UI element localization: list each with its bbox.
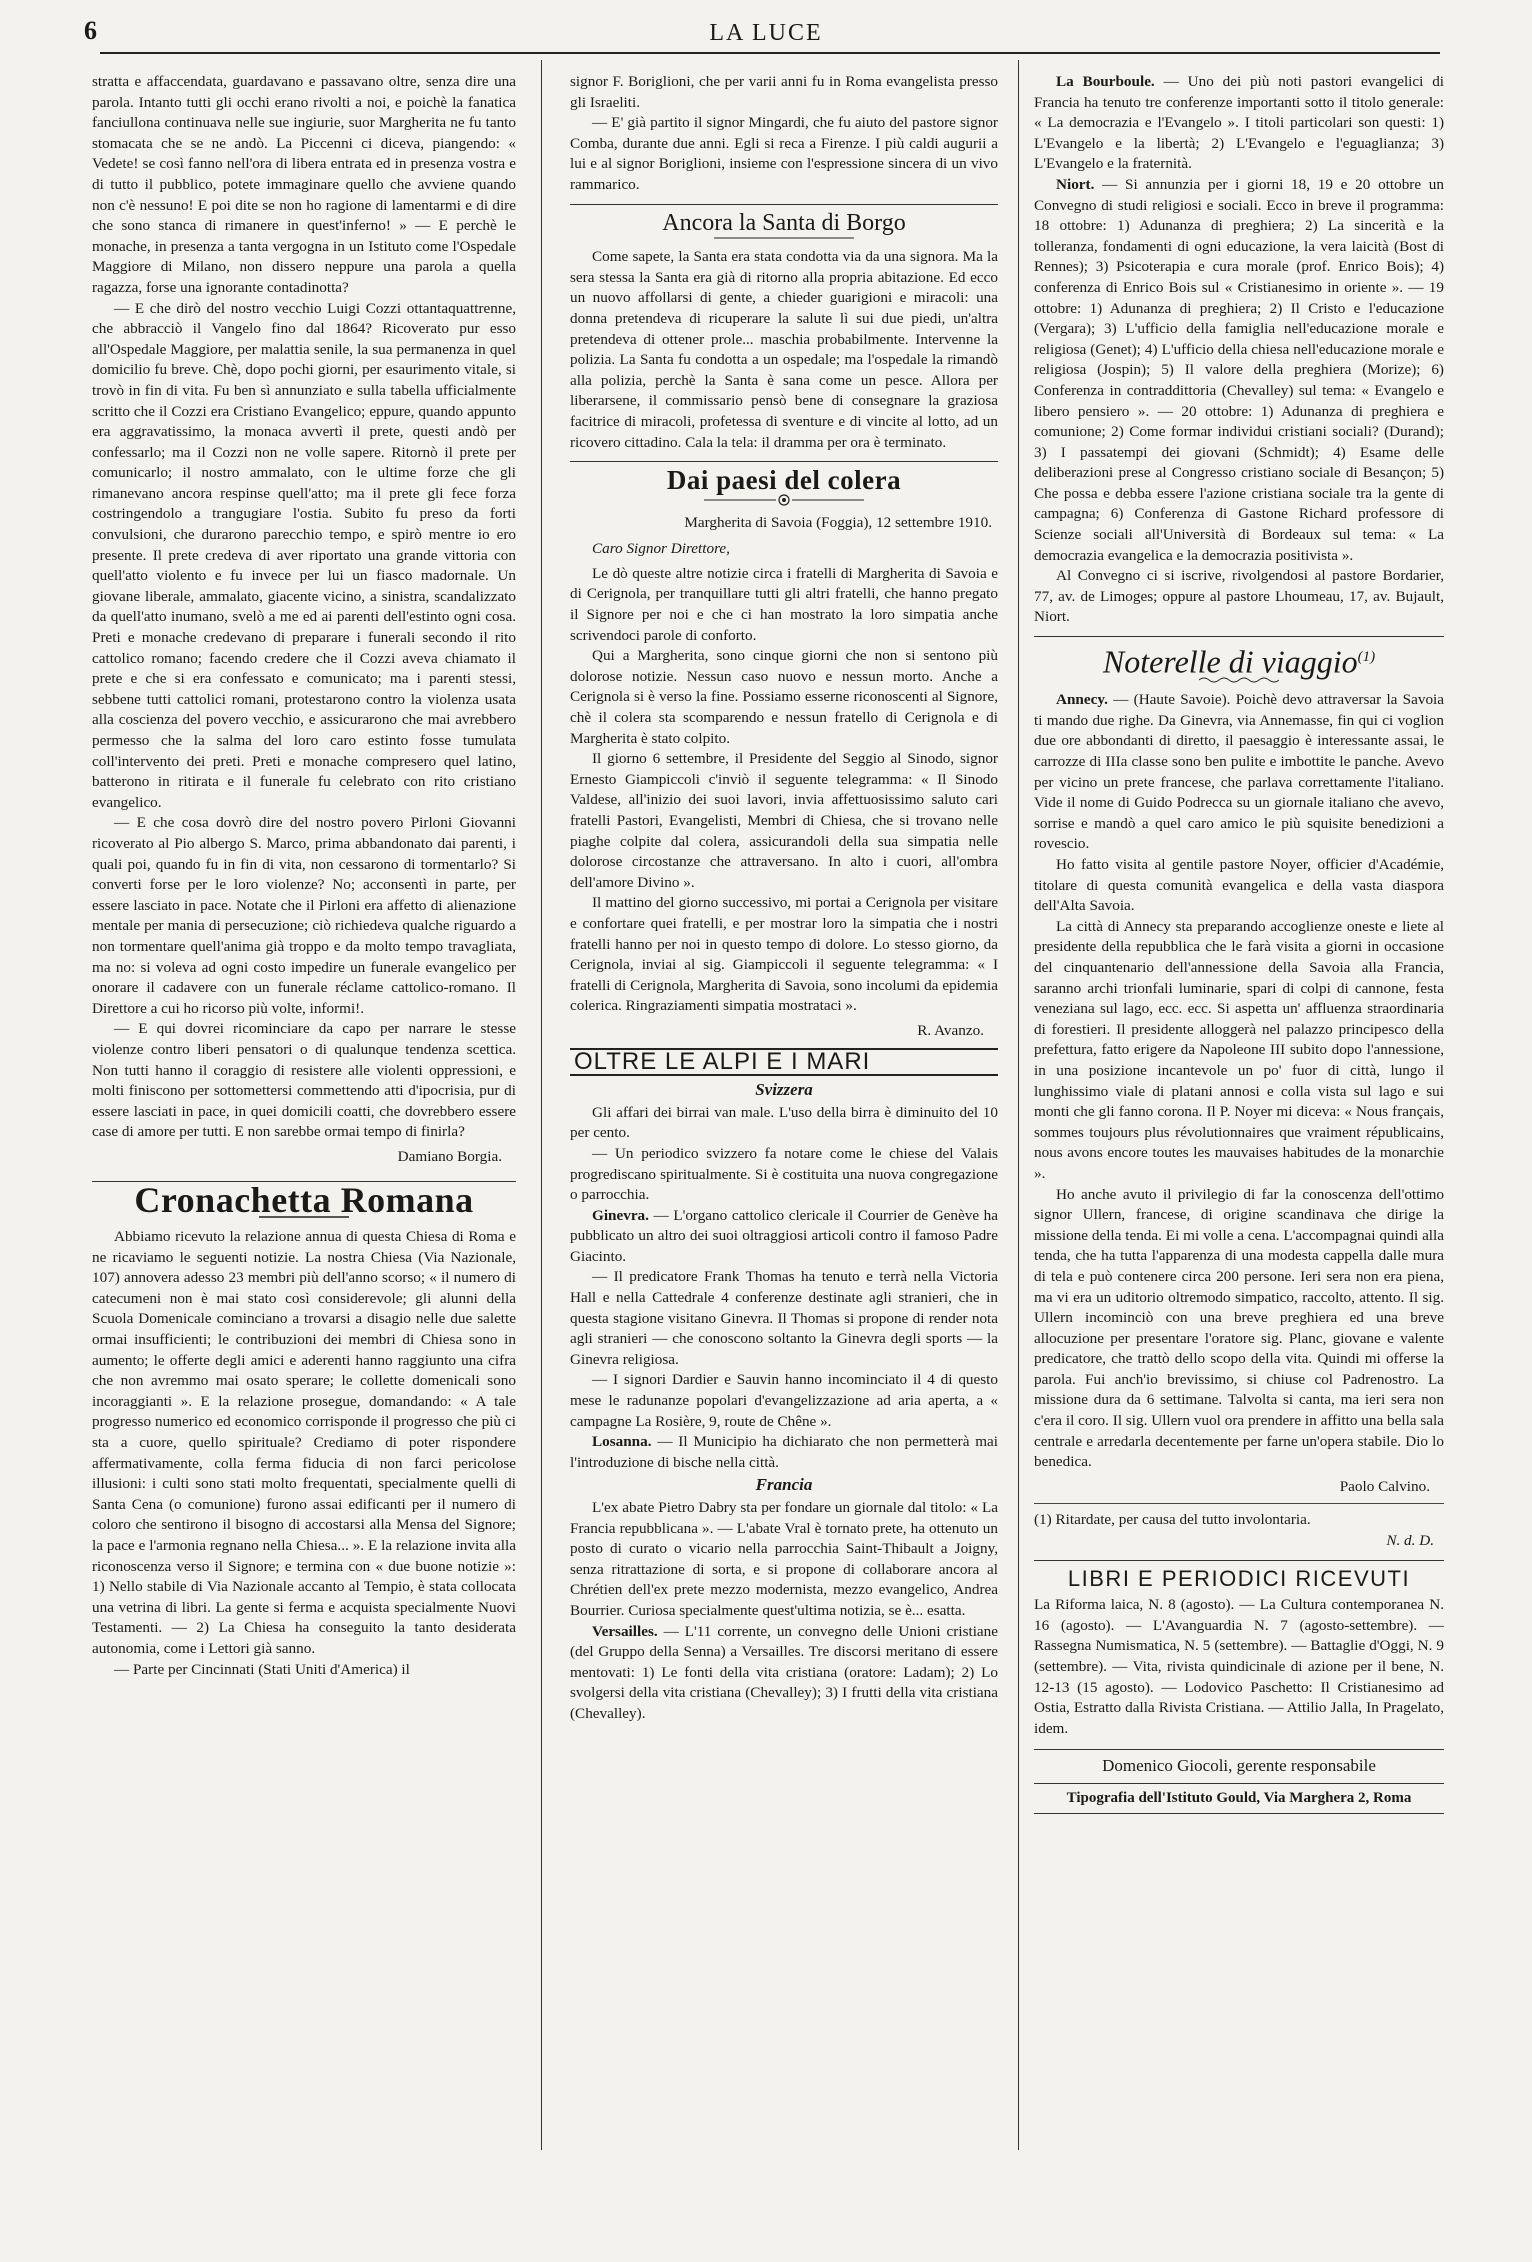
- place-label: Niort.: [1056, 175, 1095, 193]
- place-label: La Bourboule.: [1056, 73, 1155, 90]
- footnote-mark: (1): [1357, 649, 1376, 666]
- article-text: — L'11 corrente, un convegno delle Unioni cristiane (del Gruppo della Senna) a Versailles. Tre discorsi meritano di essere mentovati: 1) Le fonti della vita cristiana (oratore: Ladam); 2) Lo svolgersi della vita cristiana (Chevalley); 3) I frutti della vita cristiana (Chevalley).: [570, 1622, 999, 1722]
- section-title-colera: Dai paesi del colera: [666, 465, 902, 496]
- article-paragraph: Il giorno 6 settembre, il Presidente del Seggio al Sinodo, signor Ernesto Giampiccoli c'inviò il seguente telegramma: « Il Sinodo Valdese, all'inizio dei suoi lavori, invia affettuosissimo saluto cari fratelli Pastori, Evangelisti, Membri di Chiesa, che si trovano nelle piaghe colpite dal colera, assicurandoli della sua simpatia nelle dolorose circostanze che attraversano. In alto i cuori, all'ombra dell'amore Divino ».: [570, 750, 998, 891]
- article-paragraph: Come sapete, la Santa era stata condotta via da una signora. Ma la sera stessa la Santa era già di ritorno alla propria abitazione. Ed ecco un nuovo affollarsi di gente, a chieder guarigioni e miracoli: una donna pretendeva di ricuperare la salute lì sui due piedi, un'altra pretendeva di ottener prole... maschia probabilmente. Intervenne la polizia. La Santa fu condotta a un ospedale; ma l'ospedale la rimandò alla polizia, perchè la Santa è sana come un pesce. Allora per liberarsene, il commissario pensò bene di consegnare la graziosa facitrice di miracoli, profetessa di sventure e di vincite al lotto, ad un ricovero cittadino. Cala la tela: il dramma per ora è terminato.: [570, 248, 998, 451]
- page-number: 6: [84, 16, 97, 45]
- printer-line: Tipografia dell'Istituto Gould, Via Marghera 2, Roma: [1034, 1783, 1444, 1814]
- masthead-title: LA LUCE: [709, 20, 823, 46]
- section-divider: [570, 204, 998, 205]
- article-paragraph: — E che dirò del nostro vecchio Luigi Cozzi ottantaquattrenne, che abbracciò il Vangelo fino dal 1864? Ricoverato pur esso all'Ospedale Maggiore, per malattia senile, la sua permanenza in quel domicilio fu breve. Chè, dopo pochi giorni, per esaurimento vitale, si trovò in fin di vita. Fu ben sì annunziato e sulla tabella ufficialmente scritto che il Cozzi era Cristiano Evangelico; eppure, quando appunto era aggravatissimo, la monaca avvertì il prete, questi andò per confessarlo; ma il Cozzi non ne volle sapere. Ritornò il prete per comunicarlo; il nostro ammalato, con le ultime forze che gli rimanevano ancora respinse quell'atto; ma il prete gli fece forza costringendolo a trangugiare l'ostia. Subito fu preso da forti convulsioni, che durarono parecchio tempo, e spirò mentre io ero presente. Il prete credeva di aver riportato una grande vittoria con quell'atto violento e fu invece per lui un fiasco madornale. Un giovane liberale, ammalato, giacente vicino, a sinistra, scandalizzato da quell'atto inumano, svelò a me ed ai parenti dell'estinto ogni cosa. Preti e monache credevano di preparare i funerali secondo il rito cattolico romano; facendo credere che il Cozzi aveva chiamato il prete e che si era confessato e comunicato; ma i parenti stessi, sebbene tutti cattolici romani, protestarono contro la violenza usata alla coscienza del povero vecchio, e assicurarono che mai avrebbero permesso che la salma del loro caro estinto fosse tumulata coll'intervento dei preti. Preti e monache compresero quel latino, batterono in ritirata e il funerale fu celebrato con rito cristiano evangelico.: [92, 299, 516, 811]
- article-paragraph: La città di Annecy sta preparando accoglienze oneste e liete al presidente della repubblica che le farà visita a giorni in occasione del cinquantenario dell'annessione della Savoia alla Francia, saranno archi trionfali luminarie, spari di colpi di cannone, festa veneziana sul lago, ecc. ecc. Si aspetta un' affluenza straordinaria di forestieri. Il presidente alloggerà nel palazzo principesco della prefettura, fatto erigere da Napoleone III subito dopo l'annessione, in una posizione incantevole un po' fuor di città, lungo il lunghissimo viale di platani annosi e colla vista sul lago e sui monti che gli fanno corona. Il P. Noyer mi diceva: « Nous français, sommes toujours plus révolutionnaires que vraiment républicains, nous avons encore toutes les mauvaises habitudes de la monarchie ».: [1034, 917, 1444, 1182]
- section-title-noterelle: [1034, 643, 1444, 680]
- article-text: — (Haute Savoie). Poichè devo attraversar la Savoia ti mando due righe. Da Ginevra, via Annemasse, fin qui ci voglion due ore abbondanti di diretto, il paesaggio è interessante assai, le carrozze di IIIa classe sono ben pulite e imbottite le panche. Avevo per vicino un prete francese, che parlava correttamente l'italiano. Vide il nome di Guido Podrecca su un giornale italiano che avevo, sorrise e mandò a quel caro amico le più squisite benedizioni a rovescio.: [1034, 691, 1445, 853]
- article-paragraph: Il mattino del giorno successivo, mi portai a Cerignola per visitare e confortare quei fratelli, e per mostrar loro la simpatia che i nostri fratelli hanno per noi in questo tempo di dolore. Lo stesso giorno, da Cerignola, inviai al sig. Giampiccoli il seguente telegramma: « I fratelli di Cerignola, Margherita di Savoia, sono incolumi da epidemia colerica. Ringraziamenti simpatia mostrataci ».: [570, 894, 998, 1015]
- article-paragraph: [1034, 690, 1444, 855]
- article-paragraph: — I signori Dardier e Sauvin hanno incominciato il 4 di questo mese le radunanze popolari d'evangelizzazione ad aria aperta, a « campagne La Rosière, 9, route de Chêne ».: [570, 1371, 998, 1430]
- article-paragraph: [1034, 175, 1444, 566]
- column-3: [1034, 72, 1444, 1814]
- dateline: Margherita di Savoia (Foggia), 12 settembre 1910.: [684, 513, 992, 531]
- editor-note: N. d. D.: [1386, 1532, 1434, 1550]
- section-divider: [1034, 636, 1444, 637]
- article-paragraph: La Riforma laica, N. 8 (agosto). — La Cultura contemporanea N. 16 (agosto). — L'Avanguardia N. 7 (agosto-settembre). — Rassegna Numismatica, N. 5 (settembre). — Battaglie d'Oggi, N. 9 (settembre). — Vita, rivista quindicinale di azione per il bene, N. 12-13 (15 agosto). — Lodovico Paschetto: Il Cristianesimo ad Ostia, Estratto dalla Rivista Cristiana. — Attilio Jalla, In Pragelato, idem.: [1034, 1596, 1444, 1737]
- article-paragraph: [570, 1622, 998, 1725]
- article-paragraph: L'ex abate Pietro Dabry sta per fondare un giornale dal titolo: « La Francia repubblicana ». — L'abate Vral è tornato prete, ha ottenuto un posto di curato o vicario nella parrocchia Saint-Thibault a Joigny, senza ritrattazione di sorta, e si propone di collaborare ancora al Chrétien dell'ex prete mezzo modernista, mezzo evangelico, Andrea Bourrier. Curiosa specialmente quest'ultima notizia, se è... esatta.: [570, 1499, 998, 1619]
- article-paragraph: — E qui dovrei ricominciare da capo per narrare le stesse violenze contro liberi pensatori o di qualunque tendenza scettica. Non tutti hanno il coraggio di resistere alle violenti oppressioni, e molti finiscono per sottomettersi commettendo atti d'ipocrisia, pur di essere lasciati in pace, in quei domicili coatti, che dovrebbero essere case di amore per tutti. E non sarebbe ormai tempo di finirla?: [92, 1020, 516, 1141]
- section-divider: [1034, 1560, 1444, 1561]
- section-title-oltre: OLTRE LE ALPI E I MARI: [570, 1048, 998, 1077]
- author-signature: Paolo Calvino.: [1339, 1477, 1430, 1495]
- article-paragraph: Le dò queste altre notizie circa i fratelli di Margherita di Savoia e di Cerignola, per tranquillare tutti gli altri fratelli, che hanno pregato il Signore per noi e che ci han mostrato la loro simpatia anche scrivendoci parole di conforto.: [570, 564, 998, 644]
- place-label: Annecy.: [1056, 691, 1108, 709]
- article-paragraph: Ho anche avuto il privilegio di far la conoscenza dell'ottimo signor Ullern, francese, di origine scandinava che dirige la missione della tenda. Ei mi volle a cena. L'accompagnai quindi alla tenda, che ha tutta l'apparenza di una modesta cappella dalle mura di tela e può contenere circa 200 persone. Ieri sera non era piena, ma vi era un uditorio oltremodo simpatico, raccolto, attento. Il sig. Ullern incominciò con una breve preghiera ed una breve allocuzione per presentare l'oratore sig. Planc, giovane e valente predicatore, che trattò dello scopo della vita. Quindi mi offerse la parola. Fui anch'io brevissimo, si chiuse col Padrenostro. La missione dura da 6 settimane. Talvolta si canta, ma ieri sera non c'era il coro. Il sig. Ullern vuol ora prendere in affitto una bella sala centrale e arredarla decentemente per farne un'opera stabile. Dio lo benedica.: [1034, 1185, 1444, 1471]
- article-paragraph: Gli affari dei birrai van male. L'uso della birra è diminuito del 10 per cento.: [570, 1103, 998, 1142]
- article-paragraph: signor F. Boriglioni, che per varii anni fu in Roma evangelista presso gli Israeliti.: [570, 73, 998, 111]
- article-text: — Si annunzia per i giorni 18, 19 e 20 ottobre un Convegno di studi religiosi e sociali. Ecco in breve il programma: 18 ottobre: 1) Adunanza di preghiera; 2) La sincerità e la tolleranza, fondamenti di ogni educazione, la vera laicità (Bost di Rennes); 3) Psicoterapia e cura morale (prof. Enrico Bois); 4) conferenza di Enrico Bois sul « Cristianesimo in oriente ». — 19 ottobre: 1) Adunanza di preghiera; 2) Il Cristo e l'educazione (Vergara); 3) L'ufficio della famiglia nell'educazione morale e religiosa (Genet); 4) L'ufficio della chiesa nell'educazione morale e religiosa (Jospin); 5) Il valore della preghiera (Morize); 6) Conferenza in contraddittoria (Chevalley) sul tema: « Evangelo e libero pensiero ». — 20 ottobre: 1) Adunanza di preghiera e comunione; 2) Come formar individui cristiani sociali? (Durand); 3) I passatempi dei giovani (Schmidt); 4) Esame delle deliberazioni prese al Congresso cristiano sociale di Besançon; 5) Che possa e debba essere l'azione cristiana sociale tra la gente di campagna; 6) Conferenza di Gastone Richard professore di Scienze sociali all'Università di Bordeaux sul tema: « La democrazia evangelica e la democrazia positivista ».: [1034, 175, 1444, 564]
- column-1: [92, 72, 516, 1680]
- column-divider: [1018, 60, 1019, 2150]
- section-divider: [570, 461, 998, 462]
- section-title-libri: LIBRI E PERIODICI RICEVUTI: [1067, 1565, 1411, 1591]
- place-label: Losanna.: [592, 1433, 652, 1451]
- header-rule: [100, 52, 1440, 54]
- article-paragraph: — E' già partito il signor Mingardi, che fu aiuto del pastore signor Comba, durante due anni. Egli si reca a Firenze. I più caldi augurii a lui e al signor Boriglioni, insieme con l'espressione sincera di un vivo rammarico.: [570, 114, 998, 193]
- place-label: Versailles.: [592, 1622, 658, 1640]
- salutation: Caro Signor Direttore,: [592, 540, 730, 558]
- article-paragraph: Al Convegno ci si iscrive, rivolgendosi al pastore Bordarier, 77, av. de Limoges; oppure al pastore Lhoumeau, 17, av. Bujault, Niort.: [1034, 567, 1444, 626]
- author-signature: R. Avanzo.: [917, 1021, 984, 1039]
- column-divider: [541, 60, 542, 2150]
- article-text: — Il Municipio ha dichiarato che non permetterà mai l'introduzione di bische nella città.: [570, 1433, 999, 1471]
- place-label: Ginevra.: [592, 1206, 649, 1224]
- article-text: — L'organo cattolico clericale il Courrier de Genève ha pubblicato un altro dei suoi oltraggiosi articoli contro il famoso Padre Giacinto.: [570, 1206, 999, 1265]
- article-paragraph: [570, 1432, 998, 1473]
- ornament-rule: [714, 235, 854, 241]
- article-paragraph: [570, 1206, 998, 1268]
- subsection-svizzera: Svizzera: [755, 1080, 813, 1100]
- article-paragraph: Abbiamo ricevuto la relazione annua di questa Chiesa di Roma e ne ricaviamo le seguenti notizie. La nostra Chiesa (Via Nazionale, 107) annovera adesso 23 membri più dell'anno scorso; « il numero di catecumeni non è mai stato così considerevole; gli alunni della Scuola Domenicale cominciano a trovarsi a disagio nelle due salette ormai insufficienti; le contribuzioni dei membri di Chiesa sono in aumento; le offerte degli amici e aderenti hanno raggiunto una cifra che non avremmo mai osato sperare; le collette domenicali sono incoraggianti ». E la relazione prosegue, domandando: « A tale progresso numerico ed economico corrisponde il progresso che più ci sta a cuore, quello spirituale? Crediamo di poter rispondere affermativamente, colla ferma fiducia di non farci pericolose illusioni: i culti sono stati molto frequentati, specialmente quelli di Santa Cena (o comunione) furono assai edificanti per il numero di coloro che sentirono il bisogno di accostarsi alla Mensa del Signore; la pace e l'armonia regnano nella Chiesa... ». E la relazione invita alla riconoscenza verso il Signore; e termina con « due buone notizie »: 1) Nello stabile di Via Nazionale accanto al Tempio, è stata collocata una vetrina di libri. La gente si ferma e acquista specialmente Nuovi Testamenti. — 2) La Chiesa ha conseguito la tanto desiderata autonomia, come i Lettori già sanno.: [92, 1228, 516, 1657]
- section-title-santa: Ancora la Santa di Borgo: [662, 209, 906, 236]
- article-paragraph: [1034, 72, 1444, 175]
- article-paragraph: Qui a Margherita, sono cinque giorni che non si sentono più dolorose notizie. Nessun caso nuovo e nessun morto. Anche a Cerignola si è verso la fine. Possiamo esserne riconoscenti al Signore, chè il colera sta scomparendo e nessun fratello di Cerignola e di Margherita è stato colpito.: [570, 647, 998, 747]
- article-text: — Uno dei più noti pastori evangelici di Francia ha tenuto tre conferenze importanti sotto il titolo generale: « La democrazia e l'Evangelo ». I titoli particolari son questi: 1) L'Evangelo e la libertà; 2) L'Evangelo e l'eguaglianza; 3) L'Evangelo e la fraternità.: [1034, 73, 1445, 173]
- column-2: [570, 72, 998, 1725]
- article-paragraph: — E che cosa dovrò dire del nostro povero Pirloni Giovanni ricoverato al Pio albergo S. Marco, prima abbandonato dai parenti, i quali poi, quando fu in fin di vita, non cessarono di tormentarlo? Si converti forse per le loro violenze? No; acconsentì in parte, per essere lasciato in pace. Notate che il Pirloni era affetto di alienazione mentale per mania di persecuzione; ciò richiedeva qualche riguardo a non tormentare quell'anima già troppo e da molto tempo travagliata, ma no: si voleva ad ogni costo impedire un funerale evangelico per onorare il cadavere con un funerale réclame cattolico-romano. Il Direttore a cui ho ricorso più volte, informi!.: [92, 814, 516, 1017]
- section-title-cronachetta: Cronachetta Romana: [134, 1180, 474, 1221]
- article-paragraph: Ho fatto visita al gentile pastore Noyer, officier d'Académie, titolare di questa comunità evangelica e della vasta diaspora dell'Alta Savoia.: [1034, 856, 1444, 915]
- noterelle-title-text: Noterelle di viaggio: [1102, 643, 1358, 680]
- gerente-line: Domenico Giocoli, gerente responsabile: [1034, 1749, 1444, 1777]
- article-paragraph: — Parte per Cincinnati (Stati Uniti d'America) il: [114, 1660, 410, 1678]
- author-signature: Damiano Borgia.: [397, 1147, 502, 1165]
- article-paragraph: stratta e affaccendata, guardavano e passavano oltre, senza dire una parola. Intanto tutti gli occhi erano rivolti a noi, e poichè la fanatica fanciullona continuava nelle sue ingiurie, suor Margherita ne fu tanto stomacata che se ne andò. La Piccenni ci diceva, piangendo: « Vedete! se così fanno nell'ora di libera entrata ed in presenza vostra e di tutto il pubblico, potete immaginare quello che avviene quando non c'è nessuno! E poi dite se non ho ragione di lamentarmi e di dire che sono stanca di rimanere in quest'inferno! » — E perchè le monache, in presenza a tanta vergogna in un Istituto come l'Ospedale Maggiore di Milano, non dissero neppure una parola a quella ragazza, forse una ignorante contadinotta?: [92, 73, 516, 296]
- article-paragraph: — Il predicatore Frank Thomas ha tenuto e terrà nella Victoria Hall e nella Cattedrale 4 conferenze destinate agli stranieri, che in questa stagione visitano Ginevra. Il Thomas si propone di render nota agli stranieri — che conoscono soltanto la Ginevra degli sports — la Ginevra religiosa.: [570, 1268, 998, 1368]
- footnote: (1) Ritardate, per causa del tutto involontaria.: [1034, 1503, 1444, 1531]
- subsection-francia: Francia: [755, 1475, 813, 1495]
- article-paragraph: — Un periodico svizzero fa notare come le chiese del Valais progrediscano spiritualmente. Si è costituita una nuova congregazione o parrocchia.: [570, 1144, 998, 1204]
